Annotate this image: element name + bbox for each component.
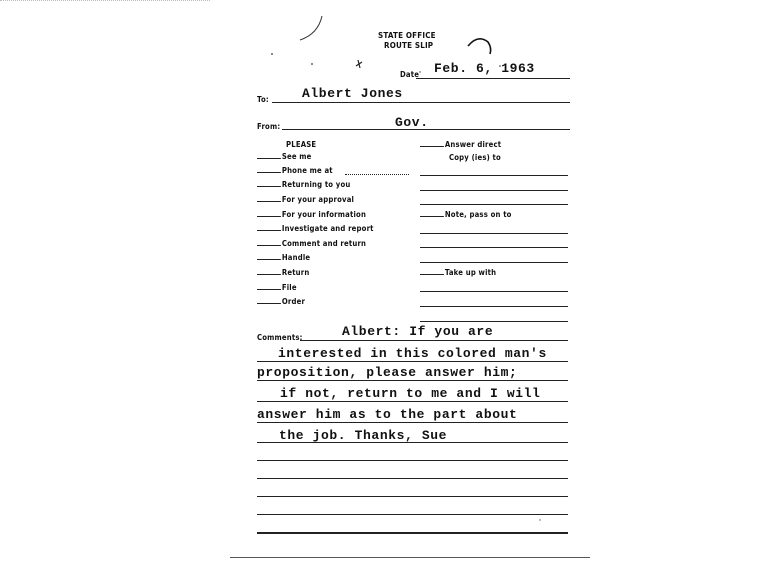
- option-returning: Returning to you: [257, 180, 351, 189]
- copy-line-1: [420, 175, 568, 176]
- slip-bottom-edge: [230, 557, 590, 558]
- option-answer-direct: Answer direct: [420, 140, 501, 149]
- takeup-line-3: [420, 321, 568, 322]
- comments-label: Comments:: [257, 333, 303, 342]
- option-approval: For your approval: [257, 195, 354, 204]
- comment-rule-5: [257, 422, 568, 423]
- date-value: Feb. 6, 1963: [434, 61, 535, 76]
- from-label: From:: [257, 122, 281, 131]
- takeup-line-2: [420, 306, 568, 307]
- copy-line-2: [420, 190, 568, 191]
- comment-line-3: proposition, please answer him;: [257, 365, 518, 380]
- option-order: Order: [257, 297, 305, 306]
- comment-line-4: if not, return to me and I will: [280, 386, 541, 401]
- date-label: Date: [400, 70, 420, 79]
- option-phone-me-at: Phone me at: [257, 166, 333, 175]
- comment-line-2: interested in this colored man's: [278, 346, 547, 361]
- comment-rule-10: [257, 514, 568, 515]
- phone-blank-line: [345, 174, 409, 175]
- comment-rule-1: [300, 340, 568, 341]
- option-take-up: Take up with: [420, 268, 496, 277]
- header-line2: ROUTE SLIP: [384, 41, 434, 50]
- option-note-pass: Note, pass on to: [420, 210, 512, 219]
- option-handle: Handle: [257, 253, 310, 262]
- comment-line-6: the job. Thanks, Sue: [279, 428, 448, 443]
- comment-line-5: answer him as to the part about: [257, 407, 518, 422]
- comment-line-1: Albert: If you are: [342, 324, 494, 339]
- from-value: Gov.: [395, 115, 429, 130]
- to-value: Albert Jones: [302, 86, 403, 101]
- takeup-line-1: [420, 291, 568, 292]
- comment-rule-11: [257, 532, 568, 534]
- note-line-2: [420, 247, 568, 248]
- comment-rule-7: [257, 460, 568, 461]
- comment-rule-3: [257, 380, 568, 381]
- note-line-1: [420, 233, 568, 234]
- date-line: [416, 78, 570, 79]
- option-file: File: [257, 283, 297, 292]
- comment-rule-4: [257, 401, 568, 402]
- comment-rule-9: [257, 496, 568, 497]
- option-information: For your information: [257, 210, 366, 219]
- please-label: PLEASE: [286, 140, 317, 149]
- option-comment-return: Comment and return: [257, 239, 366, 248]
- from-line: [282, 129, 570, 130]
- copy-line-3: [420, 204, 568, 205]
- option-return: Return: [257, 268, 309, 277]
- option-see-me: See me: [257, 152, 312, 161]
- comment-rule-8: [257, 478, 568, 479]
- copy-to-label: Copy (ies) to: [449, 153, 501, 162]
- to-line: [272, 102, 570, 103]
- header-line1: STATE OFFICE: [378, 31, 436, 40]
- note-line-3: [420, 262, 568, 263]
- comment-rule-2: [257, 361, 568, 362]
- to-label: To:: [257, 95, 269, 104]
- comment-rule-6: [257, 442, 568, 443]
- option-investigate: Investigate and report: [257, 224, 374, 233]
